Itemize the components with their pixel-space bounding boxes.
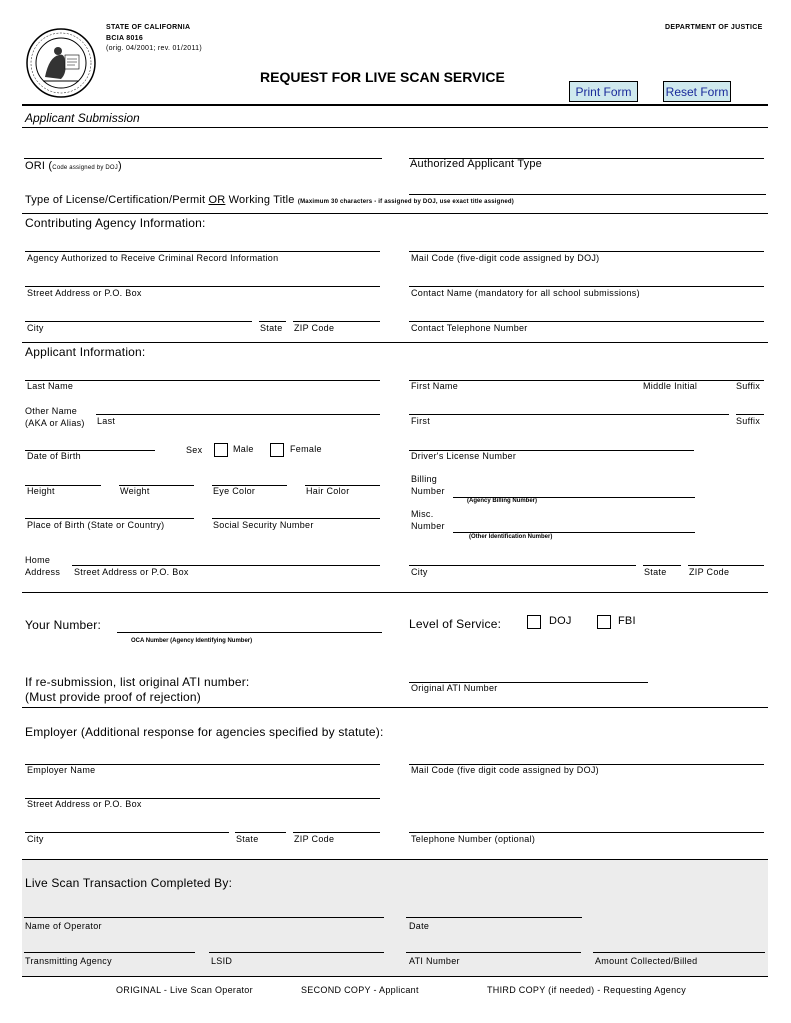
resubmission-label: If re-submission, list original ATI number:: [25, 675, 250, 689]
department-label: DEPARTMENT OF JUSTICE: [665, 24, 763, 31]
employer-mail-code-label: Mail Code (five digit code assigned by DOJ): [411, 765, 599, 775]
lsid-field[interactable]: [209, 952, 384, 953]
employer-zip-field[interactable]: [293, 832, 380, 833]
billing-note: (Agency Billing Number): [467, 498, 538, 504]
ssn-field[interactable]: [212, 518, 380, 519]
aka-suffix-field[interactable]: [736, 414, 764, 415]
state-label: STATE OF CALIFORNIA: [106, 24, 191, 31]
place-of-birth-label: Place of Birth (State or Country): [27, 520, 165, 530]
sex-label: Sex: [186, 445, 203, 455]
drivers-license-label: Driver's License Number: [411, 451, 517, 461]
page-title: REQUEST FOR LIVE SCAN SERVICE: [260, 69, 505, 85]
home-state-label: State: [644, 567, 667, 577]
form-revision: (orig. 04/2001; rev. 01/2011): [106, 45, 202, 52]
applicant-heading: Applicant Information:: [25, 345, 146, 359]
aka-last-field[interactable]: [96, 414, 380, 415]
license-label: Type of License/Certification/Permit OR Working Title (Maximum 30 characters - if assigned by DOJ, use exact title assigned): [25, 194, 514, 206]
fbi-label: FBI: [618, 615, 636, 627]
date-label: Date: [409, 921, 430, 931]
doj-seal-icon: [25, 27, 97, 99]
original-ati-label: Original ATI Number: [411, 683, 498, 693]
sex-female-checkbox[interactable]: [270, 443, 284, 457]
doj-checkbox[interactable]: [527, 615, 541, 629]
home-street-field[interactable]: [72, 565, 380, 566]
agency-label: Agency Authorized to Receive Criminal Record Information: [27, 253, 279, 263]
agency-street-field[interactable]: [25, 286, 380, 287]
transmitting-agency-label: Transmitting Agency: [25, 956, 112, 966]
your-number-field[interactable]: [117, 632, 382, 633]
ori-field[interactable]: [24, 158, 382, 159]
home-label: Home: [25, 555, 51, 565]
print-form-button[interactable]: Print Form: [569, 81, 638, 102]
misc-note: (Other Identification Number): [469, 534, 553, 540]
billing-label: Billing: [411, 474, 438, 484]
divider: [22, 592, 768, 593]
aka-first-label: First: [411, 416, 430, 426]
address-label: Address: [25, 567, 61, 577]
divider: [22, 707, 768, 708]
employer-phone-field[interactable]: [409, 832, 764, 833]
misc-number-field[interactable]: [453, 532, 695, 533]
your-number-label: Your Number:: [25, 618, 101, 632]
suffix-label: Suffix: [736, 381, 761, 391]
employer-city-label: City: [27, 834, 44, 844]
employer-phone-label: Telephone Number (optional): [411, 834, 536, 844]
contact-phone-label: Contact Telephone Number: [411, 323, 528, 333]
agency-state-label: State: [260, 323, 283, 333]
ssn-label: Social Security Number: [213, 520, 314, 530]
level-of-service-label: Level of Service:: [409, 617, 502, 631]
transmitting-agency-field[interactable]: [24, 952, 195, 953]
home-state-field[interactable]: [643, 565, 681, 566]
divider: [22, 976, 768, 977]
operator-field[interactable]: [24, 917, 384, 918]
dob-label: Date of Birth: [27, 451, 81, 461]
home-zip-field[interactable]: [688, 565, 764, 566]
resubmission-note: (Must provide proof of rejection): [25, 690, 202, 704]
aka-suffix-label: Suffix: [736, 416, 761, 426]
live-scan-heading: Live Scan Transaction Completed By:: [25, 876, 233, 890]
sex-female-label: Female: [290, 444, 322, 454]
applicant-submission-heading: Applicant Submission: [25, 111, 140, 125]
ati-number-field[interactable]: [406, 952, 581, 953]
amount-field[interactable]: [593, 952, 765, 953]
contact-phone-field[interactable]: [409, 321, 764, 322]
authorized-type-label: Authorized Applicant Type: [410, 158, 542, 170]
place-of-birth-field[interactable]: [25, 518, 194, 519]
agency-city-field[interactable]: [25, 321, 252, 322]
lsid-label: LSID: [211, 956, 233, 966]
operator-label: Name of Operator: [25, 921, 102, 931]
agency-zip-label: ZIP Code: [294, 323, 335, 333]
home-city-label: City: [411, 567, 428, 577]
sex-male-checkbox[interactable]: [214, 443, 228, 457]
doj-label: DOJ: [549, 615, 572, 627]
sex-male-label: Male: [233, 444, 254, 454]
billing-number-label: Number: [411, 486, 445, 496]
employer-zip-label: ZIP Code: [294, 834, 335, 844]
mail-code-field[interactable]: [409, 251, 764, 252]
contact-name-field[interactable]: [409, 286, 764, 287]
form-id: BCIA 8016: [106, 35, 144, 42]
contact-name-label: Contact Name (mandatory for all school submissions): [411, 288, 640, 298]
employer-heading: Employer (Additional response for agencies specified by statute):: [25, 725, 384, 739]
hair-color-label: Hair Color: [306, 486, 350, 496]
aka-label: (AKA or Alias): [25, 418, 85, 428]
mail-code-label: Mail Code (five-digit code assigned by DOJ): [411, 253, 600, 263]
employer-state-label: State: [236, 834, 259, 844]
ati-number-label: ATI Number: [409, 956, 460, 966]
last-name-label: Last Name: [27, 381, 74, 391]
aka-first-field[interactable]: [409, 414, 729, 415]
misc-label: Misc.: [411, 509, 434, 519]
height-label: Height: [27, 486, 55, 496]
footer-third: THIRD COPY (if needed) - Requesting Agency: [487, 985, 687, 995]
agency-city-label: City: [27, 323, 44, 333]
last-name-field[interactable]: [25, 380, 380, 381]
first-name-field[interactable]: [409, 380, 764, 381]
header-divider: [22, 104, 768, 106]
home-city-field[interactable]: [409, 565, 636, 566]
contributing-heading: Contributing Agency Information:: [25, 216, 206, 230]
footer-second: SECOND COPY - Applicant: [301, 985, 419, 995]
oca-note: OCA Number (Agency Identifying Number): [131, 638, 253, 644]
amount-label: Amount Collected/Billed: [595, 956, 698, 966]
other-name-label: Other Name: [25, 406, 78, 416]
divider: [22, 127, 768, 128]
misc-number-label: Number: [411, 521, 445, 531]
home-street-label: Street Address or P.O. Box: [74, 567, 189, 577]
first-name-label: First Name: [411, 381, 459, 391]
agency-street-label: Street Address or P.O. Box: [27, 288, 142, 298]
date-field[interactable]: [406, 917, 582, 918]
agency-zip-field[interactable]: [293, 321, 380, 322]
employer-name-label: Employer Name: [27, 765, 96, 775]
middle-initial-label: Middle Initial: [643, 381, 698, 391]
divider: [22, 213, 768, 214]
footer-original: ORIGINAL - Live Scan Operator: [116, 985, 253, 995]
weight-label: Weight: [120, 486, 150, 496]
employer-street-label: Street Address or P.O. Box: [27, 799, 142, 809]
employer-city-field[interactable]: [25, 832, 229, 833]
employer-state-field[interactable]: [235, 832, 286, 833]
aka-last-label: Last: [97, 416, 116, 426]
divider: [22, 342, 768, 343]
fbi-checkbox[interactable]: [597, 615, 611, 629]
agency-state-field[interactable]: [259, 321, 286, 322]
home-zip-label: ZIP Code: [689, 567, 730, 577]
reset-form-button[interactable]: Reset Form: [663, 81, 731, 102]
ori-label: ORI (Code assigned by DOJ): [25, 160, 122, 172]
eye-color-label: Eye Color: [213, 486, 256, 496]
agency-field[interactable]: [25, 251, 380, 252]
